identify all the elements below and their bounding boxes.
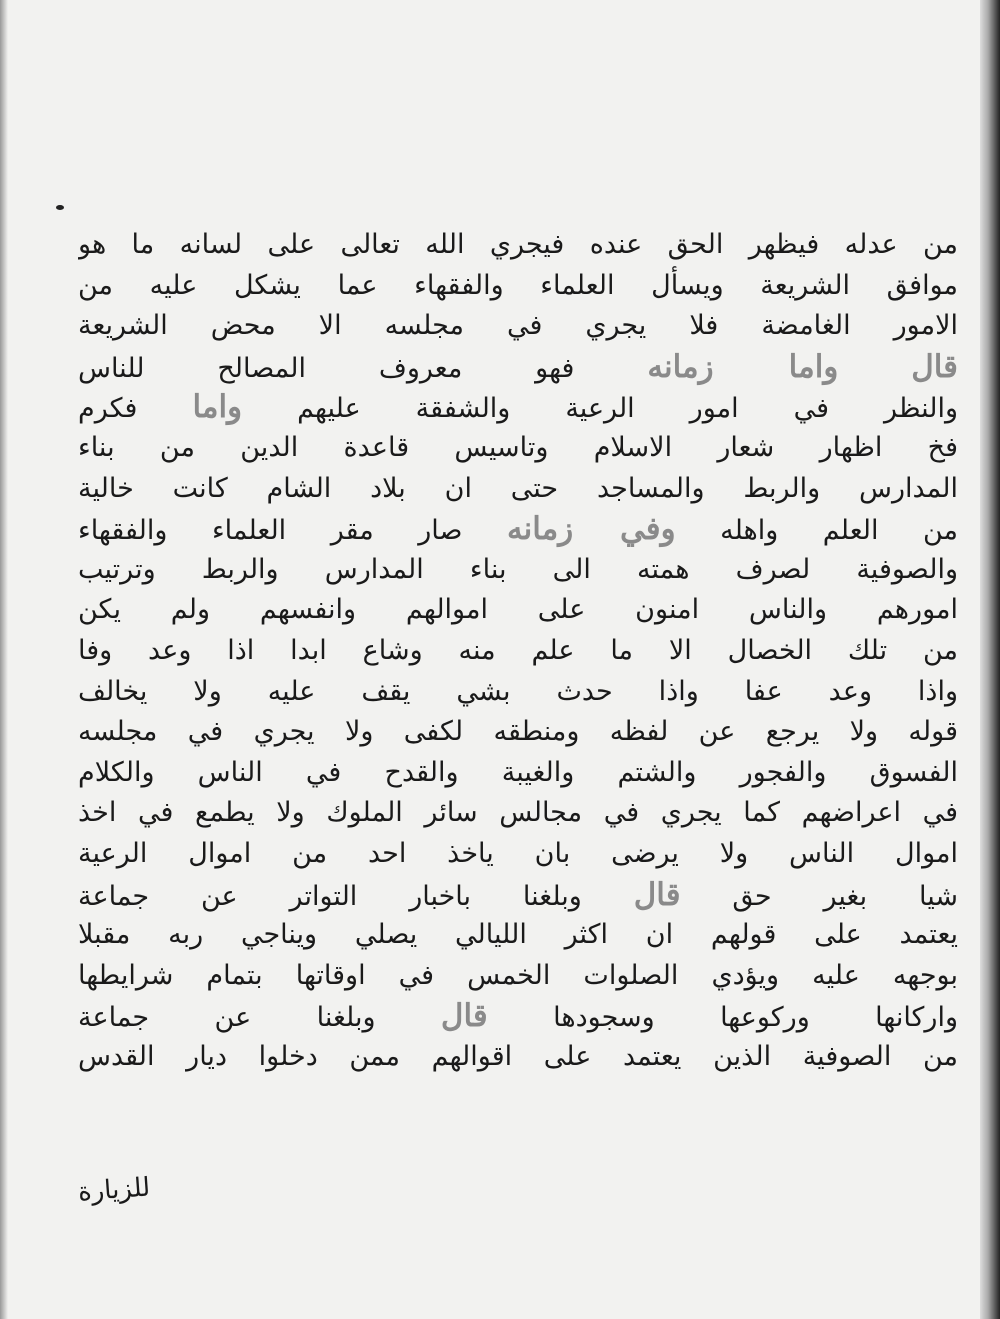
text-segment: موافق الشريعة ويسأل العلماء والفقهاء عما يشكل عليه من <box>78 269 958 301</box>
text-segment: اموال الناس ولا يرضى بان ياخذ احد من اموال الرعية <box>78 837 958 869</box>
text-line <box>78 834 958 875</box>
rubric-word: واما <box>192 389 243 426</box>
rubric-word: وفي زمانه <box>506 511 676 548</box>
text-line <box>78 996 958 1037</box>
text-line <box>78 469 958 510</box>
text-segment: المدارس والربط والمساجد حتى ان بلاد الشام كانت خالية <box>78 472 958 504</box>
text-line <box>78 509 958 550</box>
rubric-word: قال <box>633 876 681 913</box>
text-segment: الفسوق والفجور والشتم والغيبة والقدح في الناس والكلام <box>78 756 958 788</box>
text-segment: من تلك الخصال الا ما علم منه وشاع ابدا اذا وعد وفا <box>78 634 958 666</box>
rubric-word: واما زمانه <box>647 348 839 385</box>
text-segment: في اعراضهم كما يجري في مجالس سائر الملوك ولا يطمع في اخذ <box>78 797 958 829</box>
text-line <box>78 672 958 713</box>
text-segment: وبلغنا باخبار التواتر عن جماعة <box>78 880 634 912</box>
text-line <box>78 915 958 956</box>
text-line <box>78 387 958 428</box>
text-segment: فهو معروف المصالح للناس <box>78 352 648 384</box>
text-segment: من العلم واهله <box>675 515 958 547</box>
text-segment: وبلغنا عن جماعة <box>78 1002 441 1034</box>
text-segment: بوجهه عليه ويؤدي الصلوات الخمس في اوقاتها بتمام شرايطها <box>78 959 958 991</box>
binding-shadow <box>0 0 8 1319</box>
text-line <box>78 753 958 794</box>
text-line <box>78 712 958 753</box>
text-segment: الامور الغامضة فلا يجري في مجلسه الا محض الشريعة <box>78 310 958 342</box>
page-edge <box>980 0 1000 1319</box>
ink-mark <box>56 205 64 210</box>
text-segment: فخ اظهار شعار الاسلام وتاسيس قاعدة الدين من بناء <box>78 431 958 463</box>
rubric-word: قال <box>440 998 488 1035</box>
text-line <box>78 306 958 347</box>
text-segment: امورهم والناس امنون على اموالهم وانفسهم ولم يكن <box>78 594 958 626</box>
text-segment: والصوفية لصرف همته الى بناء المدارس والربط وترتيب <box>78 553 958 585</box>
text-line <box>78 631 958 672</box>
text-segment: من عدله فيظهر الحق عنده فيجري الله تعالى على لسانه ما هو <box>78 229 958 260</box>
text-line <box>78 225 958 266</box>
text-segment: واذا وعد عفا واذا حدث بشي يقف عليه ولا يخالف <box>78 675 958 707</box>
text-line <box>78 550 958 591</box>
text-line <box>78 266 958 307</box>
text-line <box>78 875 958 916</box>
text-line <box>78 956 958 997</box>
text-line <box>78 428 958 469</box>
text-segment: قوله ولا يرجع عن لفظه ومنطقه لكفى ولا يجري في مجلسه <box>78 716 958 748</box>
text-segment: واركانها وركوعها وسجودها <box>487 1002 958 1034</box>
text-line <box>78 1037 958 1078</box>
text-segment <box>838 353 911 384</box>
text-segment: صار مقر العلماء والفقهاء <box>78 515 507 547</box>
catchword: للزيارة <box>77 1172 152 1208</box>
rubric-word: قال <box>911 348 958 385</box>
text-segment: شيا بغير حق <box>680 880 958 912</box>
text-line <box>78 793 958 834</box>
text-line <box>78 590 958 631</box>
text-segment: فكرم <box>78 393 193 425</box>
text-segment: من الصوفية الذين يعتمد على اقوالهم ممن دخلوا ديار القدس <box>78 1040 958 1072</box>
manuscript-text-block <box>78 225 958 1077</box>
text-segment: والنظر في امور الرعية والشفقة عليهم <box>242 393 958 425</box>
text-segment: يعتمد على قولهم ان اكثر الليالي يصلي ويناجي ربه مقبلا <box>78 919 958 951</box>
text-line <box>78 347 958 388</box>
